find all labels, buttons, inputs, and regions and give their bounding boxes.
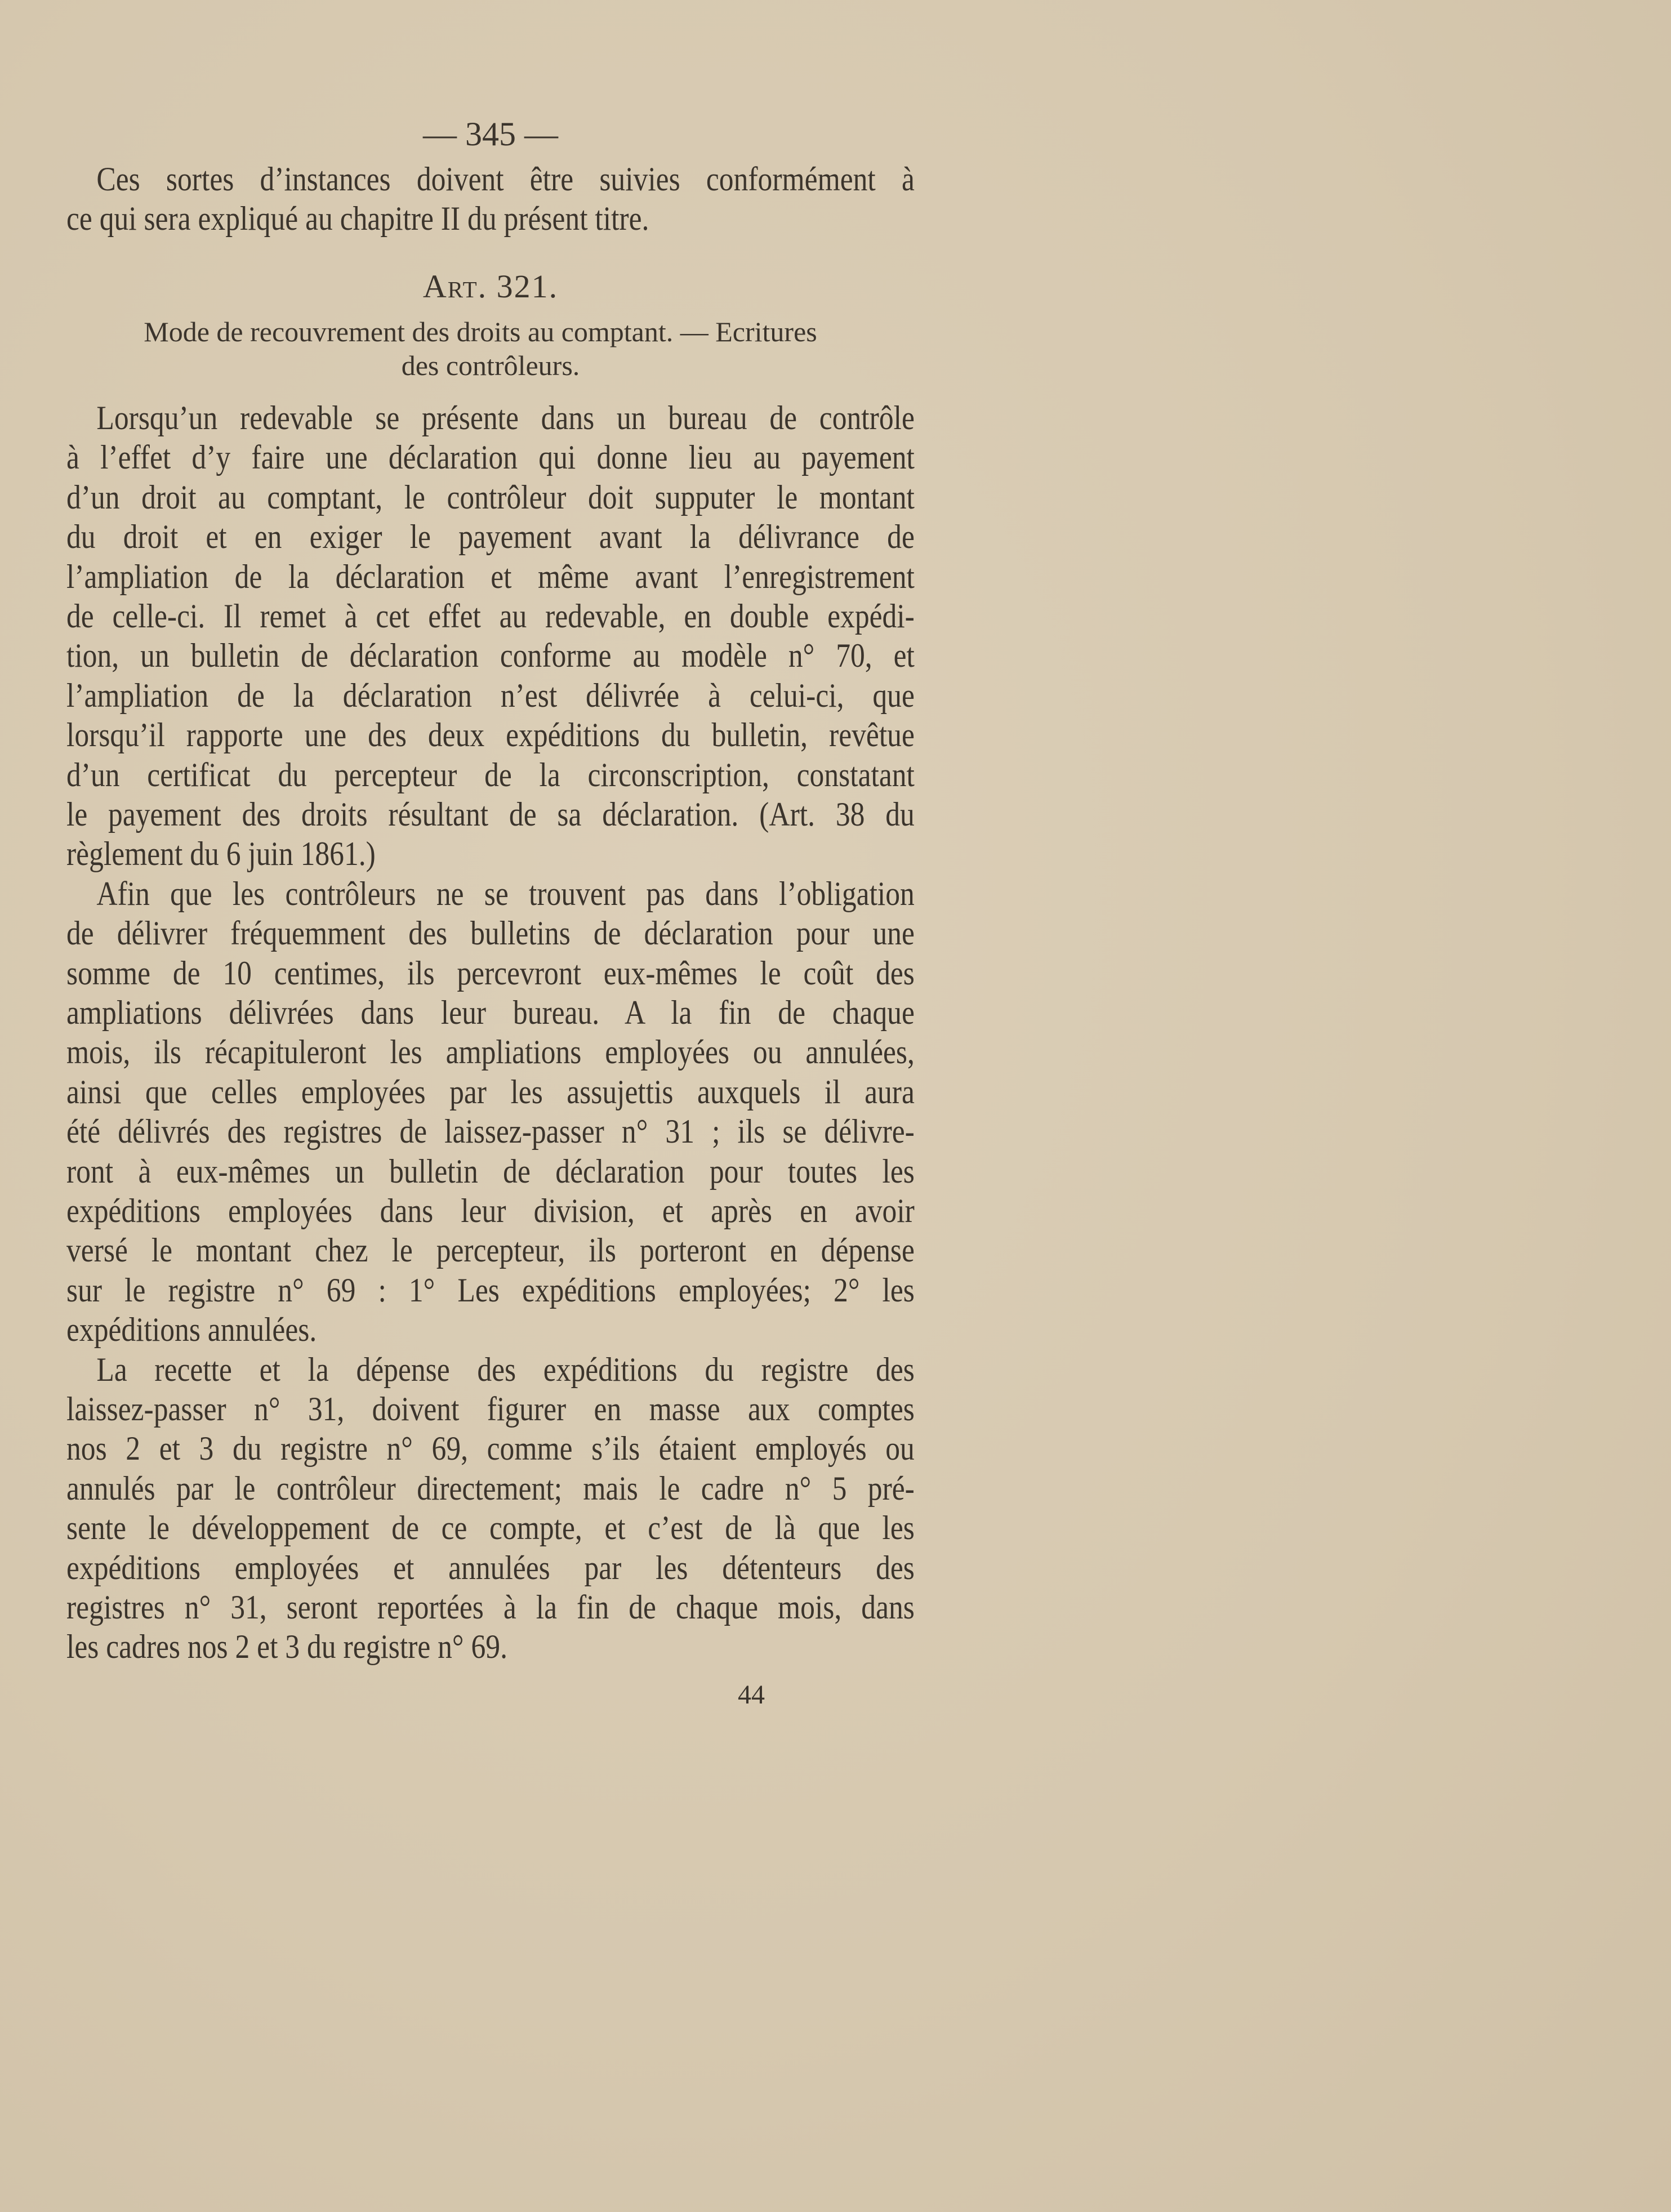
text-line: règlement du 6 juin 1861.)	[66, 835, 376, 873]
text-line: ront à eux-mêmes un bulletin de déclaration pour toutes les	[66, 1152, 915, 1190]
text-line: La recette et la dépense des expéditions du registre des	[96, 1350, 915, 1388]
text-line: expéditions employées et annulées par les détenteurs des	[66, 1549, 915, 1586]
text-line: l’ampliation de la déclaration n’est délivrée à celui-ci, que	[66, 676, 915, 714]
text-line: lorsqu’il rapporte une des deux expéditions du bulletin, revêtue	[66, 716, 915, 754]
text-line: tion, un bulletin de déclaration conforme au modèle n° 70, et	[66, 637, 915, 675]
text-line: de celle-ci. Il remet à cet effet au redevable, en double expédi-	[66, 597, 915, 635]
text-line: expéditions annulées.	[66, 1311, 317, 1349]
text-line: à l’effet d’y faire une déclaration qui donne lieu au payement	[66, 439, 915, 476]
text-line: sur le registre n° 69 : 1° Les expéditions employées; 2° les	[66, 1271, 915, 1309]
text-line: les cadres nos 2 et 3 du registre n° 69.	[66, 1628, 507, 1666]
text-line: le payement des droits résultant de sa déclaration. (Art. 38 du	[66, 796, 915, 833]
text-line: versé le montant chez le percepteur, ils porteront en dépense	[66, 1232, 915, 1269]
article-subtitle-line-1: Mode de recouvrement des droits au comptant. — Ecritures	[144, 316, 817, 347]
article-heading	[66, 266, 915, 307]
text-line: d’un certificat du percepteur de la circonscription, constatant	[66, 756, 915, 793]
text-line: expéditions employées dans leur division, et après en avoir	[66, 1192, 915, 1229]
text-line: mois, ils récapituleront les ampliations employées ou annulées,	[66, 1033, 915, 1071]
article-subtitle-line-2: des contrôleurs.	[401, 350, 580, 381]
text-line: Afin que les contrôleurs ne se trouvent pas dans l’obligation	[96, 875, 915, 912]
text-line: de délivrer fréquemment des bulletins de déclaration pour une	[66, 915, 915, 952]
article-number: 321.	[496, 268, 559, 305]
text-line: ce qui sera expliqué au chapitre II du présent titre.	[66, 200, 649, 237]
page-number: — 345 —	[423, 115, 558, 153]
text-line: somme de 10 centimes, ils percevront eux-mêmes le coût des	[66, 954, 915, 992]
text-line: ampliations délivrées dans leur bureau. A la fin de chaque	[66, 994, 915, 1031]
text-line: d’un droit au comptant, le contrôleur doit supputer le montant	[66, 478, 915, 516]
article-label: Art.	[422, 268, 488, 305]
signature-mark: 44	[738, 1680, 765, 1710]
text-line: registres n° 31, seront reportées à la fin de chaque mois, dans	[66, 1589, 915, 1626]
text-line: Ces sortes d’instances doivent être suivies conformément à	[96, 160, 915, 198]
text-line: sente le développement de ce compte, et c’est de là que les	[66, 1509, 915, 1547]
text-line: laissez-passer n° 31, doivent figurer en masse aux comptes	[66, 1390, 915, 1428]
text-line: annulés par le contrôleur directement; mais le cadre n° 5 pré-	[66, 1469, 915, 1507]
text-line: du droit et en exiger le payement avant la délivrance de	[66, 518, 915, 556]
text-line: l’ampliation de la déclaration et même avant l’enregistrement	[66, 558, 915, 595]
text-line: été délivrés des registres de laissez-passer n° 31 ; ils se délivre-	[66, 1113, 915, 1150]
text-line: Lorsqu’un redevable se présente dans un bureau de contrôle	[96, 399, 915, 436]
text-line: ainsi que celles employées par les assujettis auxquels il aura	[66, 1073, 915, 1111]
text-line: nos 2 et 3 du registre n° 69, comme s’ils étaient employés ou	[66, 1430, 915, 1468]
